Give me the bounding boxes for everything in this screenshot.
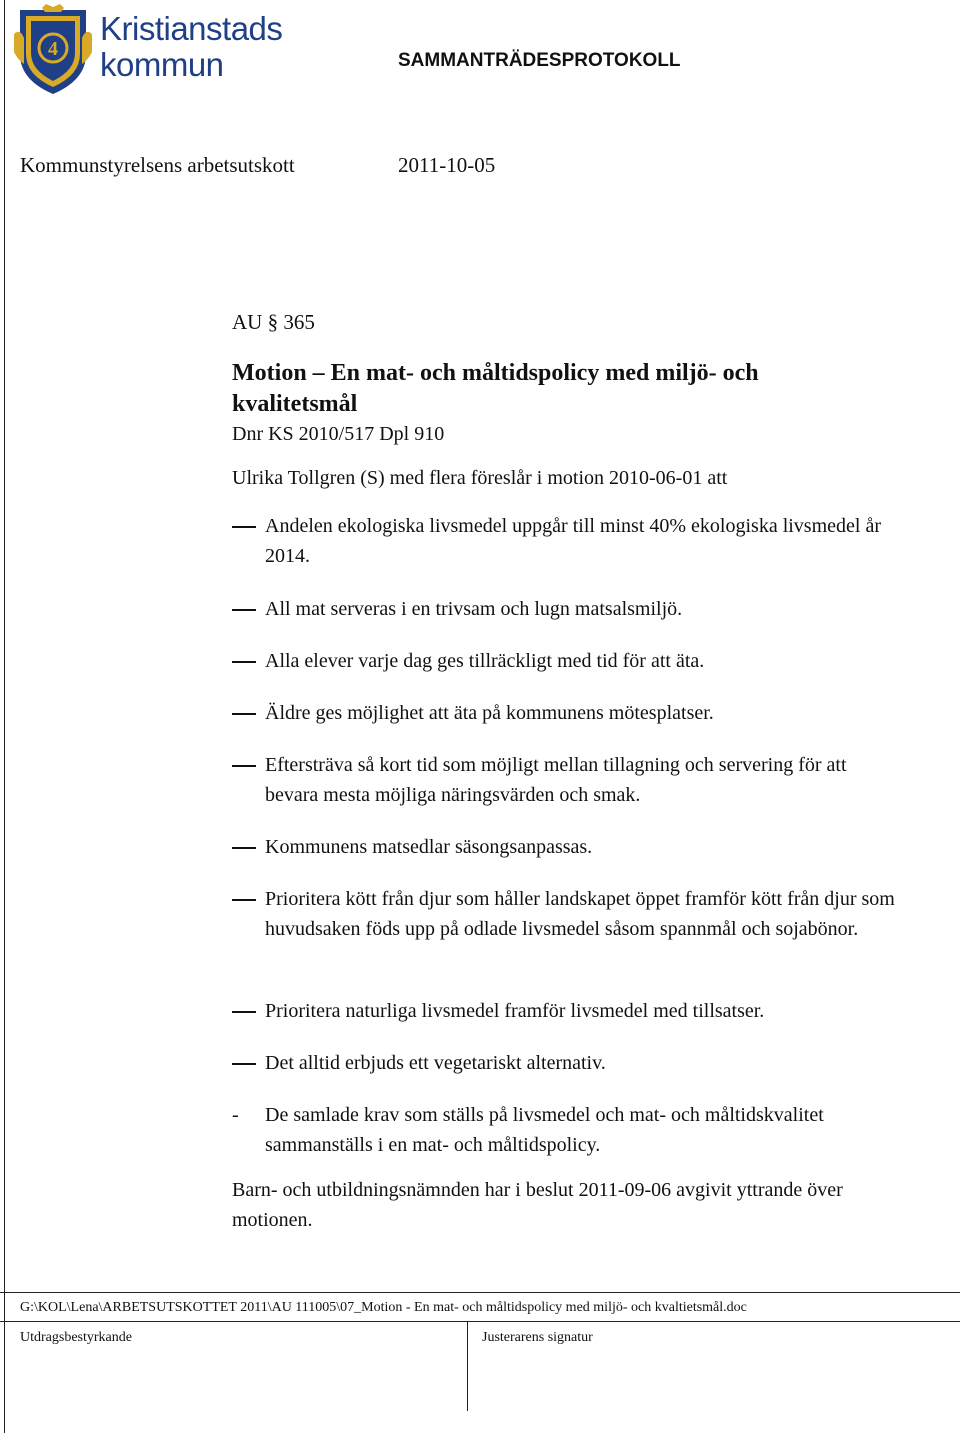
coat-of-arms-icon [12,4,94,96]
list-item-text: Alla elever varje dag ges tillräckligt med tid för att äta. [265,650,705,672]
list-item-text: Prioritera kött från djur som håller landskapet öppet framför kött från djur som huvudsaken föds upp på odlade livsmedel såsom spannmål och sojabönor. [265,888,895,940]
registration-number: Dnr KS 2010/517 Dpl 910 [232,423,445,445]
list-item [232,646,902,676]
list-item [232,750,902,810]
closing-paragraph: Barn- och utbildningsnämnden har i beslut 2011-09-06 avgivit yttrande över motionen. [232,1179,843,1231]
logo-line-1: Kristianstads [100,10,283,47]
list-item [232,884,902,944]
list-item [232,832,902,862]
svg-text:4: 4 [48,38,58,60]
list-item [232,511,902,571]
logo-line-2: kommun [100,46,224,83]
hyphen-marker: - [232,1104,239,1126]
signature-divider [0,1321,960,1322]
list-item-text: Det alltid erbjuds ett vegetariskt alternativ. [265,1052,606,1074]
signature-column-divider [467,1321,468,1411]
footer-divider [0,1292,960,1293]
list-item-text: All mat serveras i en trivsam och lugn matsalsmiljö. [265,598,683,620]
logo-wordmark [100,12,282,81]
page-left-border [4,0,5,1433]
list-item [232,594,902,624]
municipality-logo [12,4,282,96]
list-item-text: Eftersträva så kort tid som möjligt mellan tillagning och servering för att bevara mesta möjliga näringsvärden och smak. [265,754,847,806]
list-item-text: De samlade krav som ställs på livsmedel och mat- och måltidskvalitet sammanställs i en mat- och måltidspolicy. [265,1104,824,1156]
list-item [232,996,902,1026]
section-reference: AU § 365 [232,310,315,334]
motion-intro: Ulrika Tollgren (S) med flera föreslår i motion 2010-06-01 att [232,467,728,489]
file-path: G:\KOL\Lena\ARBETSUTSKOTTET 2011\AU 111005\07_Motion - En mat- och måltidspolicy med miljö- och kvaltietsmål.doc [20,1300,747,1315]
list-item-text: Kommunens matsedlar säsongsanpassas. [265,836,593,858]
list-item-text: Prioritera naturliga livsmedel framför livsmedel med tillsatser. [265,1000,765,1022]
document-type-heading: SAMMANTRÄDESPROTOKOLL [398,50,681,71]
item-title: Motion – En mat- och måltidspolicy med miljö- och kvalitetsmål [232,360,759,417]
signature-field-extract: Utdragsbestyrkande [20,1330,132,1345]
list-item [232,698,902,728]
organization-name: Kommunstyrelsens arbetsutskott [20,153,295,177]
meeting-date: 2011-10-05 [398,153,496,177]
list-item [232,1048,902,1078]
list-item-text: Äldre ges möjlighet att äta på kommunens mötesplatser. [265,702,714,724]
signature-field-adjuster: Justerarens signatur [482,1330,593,1345]
list-item-text: Andelen ekologiska livsmedel uppgår till minst 40% ekologiska livsmedel år 2014. [265,515,881,567]
list-item [232,1100,902,1160]
